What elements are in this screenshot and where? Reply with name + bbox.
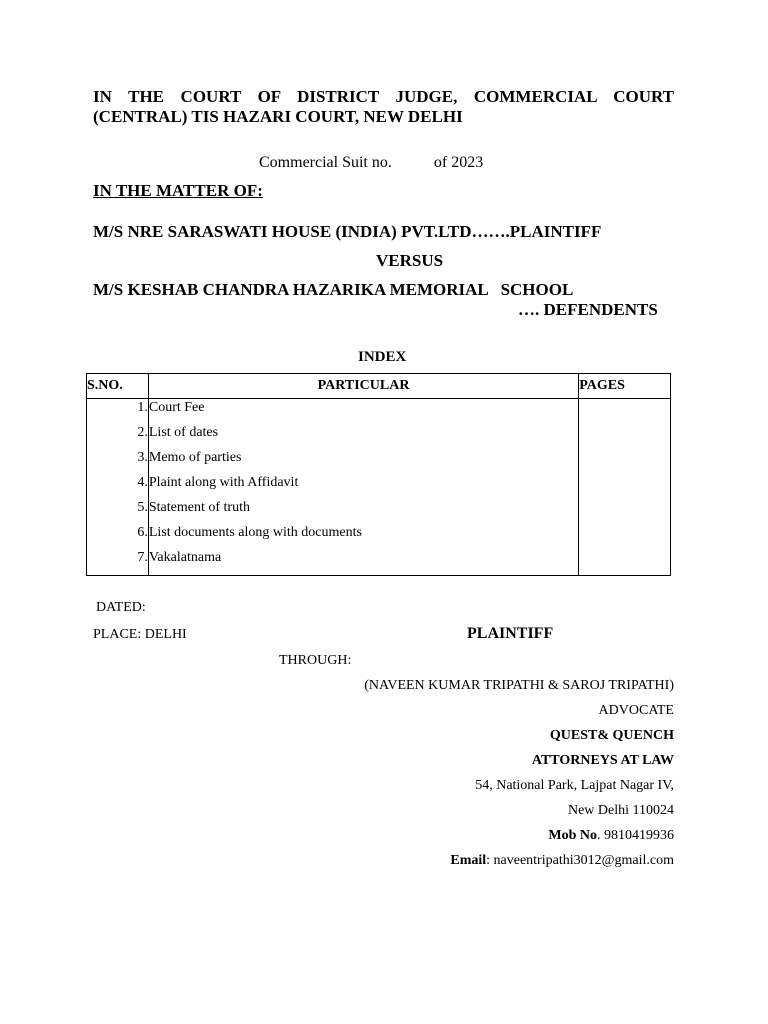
row-particular: List documents along with documents [148,525,578,550]
row-particular: Statement of truth [148,500,578,525]
row-sno: 1. [87,399,149,426]
row-sno: 5. [87,500,149,525]
index-header-row [87,374,671,399]
dated-label: DATED: [96,600,146,615]
row-sno: 4. [87,475,149,500]
row-pages [579,475,671,500]
advocate-names: (NAVEEN KUMAR TRIPATHI & SAROJ TRIPATHI) [364,678,674,693]
suit-number [259,154,483,172]
table-row [87,475,671,500]
row-sno: 2. [87,425,149,450]
column-header-pages: PAGES [579,374,671,399]
row-sno: 3. [87,450,149,475]
row-pages [579,399,671,426]
court-title-line-1: IN THE COURT OF DISTRICT JUDGE, COMMERCIAL COURT [93,87,674,106]
row-particular: Court Fee [148,399,578,426]
row-particular: Plaint along with Affidavit [148,475,578,500]
firm-name: QUEST& QUENCH [549,728,674,743]
row-pages [579,450,671,475]
index-table [86,373,671,576]
through-label: THROUGH: [279,653,352,668]
row-particular: Vakalatnama [148,550,578,576]
defendant-party-line: M/S KESHAB CHANDRA HAZARIKA MEMORIAL SCHOOL [93,280,574,299]
column-header-sno: S.NO. [87,374,149,399]
court-title [93,87,674,127]
email-value: : naveentripathi3012@gmail.com [486,853,674,868]
address-line-2: New Delhi 110024 [567,803,674,818]
firm-subtitle: ATTORNEYS AT LAW [531,753,674,768]
email-label: Email [450,853,487,868]
row-pages [579,425,671,450]
row-pages [579,500,671,525]
column-header-particular: PARTICULAR [148,374,578,399]
court-title-line-2: (CENTRAL) TIS HAZARI COURT, NEW DELHI [93,107,463,126]
row-pages [579,550,671,576]
mobile-label: Mob No [548,828,597,843]
mobile-number [548,828,674,844]
row-particular: Memo of parties [148,450,578,475]
place-label: PLACE: DELHI [93,627,187,642]
table-row [87,550,671,576]
matter-heading: IN THE MATTER OF: [93,181,263,200]
index-title: INDEX [358,349,407,365]
plaintiff-party-line: M/S NRE SARASWATI HOUSE (INDIA) PVT.LTD…….PLAINTIFF [93,222,602,241]
table-row [87,525,671,550]
versus-label: VERSUS [376,251,444,270]
suit-prefix: Commercial Suit no. [259,154,392,171]
table-row [87,425,671,450]
suit-suffix: of 2023 [433,154,484,171]
defendant-role: …. DEFENDENTS [518,300,658,319]
row-particular: List of dates [148,425,578,450]
plaintiff-signature-label: PLAINTIFF [467,625,554,642]
row-pages [579,525,671,550]
table-row [87,500,671,525]
email [450,853,674,869]
address-line-1: 54, National Park, Lajpat Nagar IV, [475,778,674,793]
table-row [87,450,671,475]
row-sno: 7. [87,550,149,576]
mobile-value: . 9810419936 [597,828,674,843]
row-sno: 6. [87,525,149,550]
advocate-title: ADVOCATE [598,703,674,718]
table-row [87,399,671,426]
